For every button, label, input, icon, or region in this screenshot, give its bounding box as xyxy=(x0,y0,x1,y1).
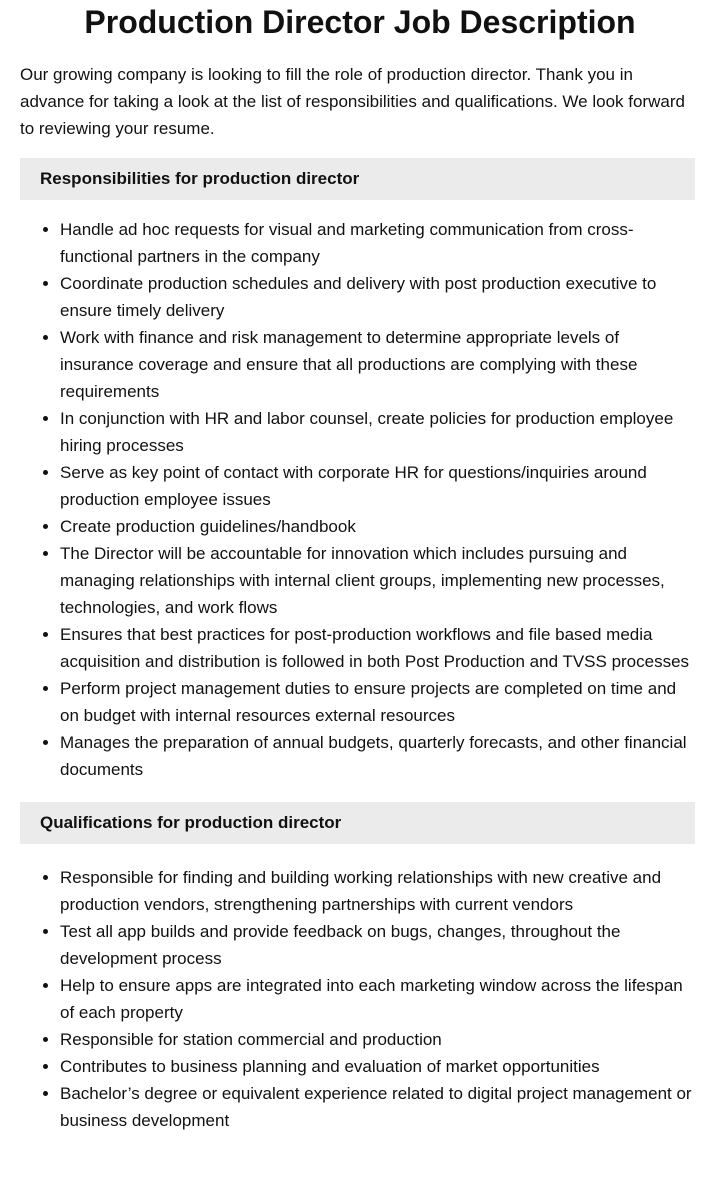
list-item: • Contributes to business planning and evaluation of market opportunities xyxy=(60,1053,695,1080)
responsibilities-list xyxy=(20,216,695,783)
list-item: • Ensures that best practices for post-production workflows and file based media acquisition and distribution is followed in both Post Production and TVSS processes xyxy=(60,621,695,675)
list-item: • In conjunction with HR and labor counsel, create policies for production employee hiring processes xyxy=(60,405,695,459)
list-item: • Coordinate production schedules and delivery with post production executive to ensure timely delivery xyxy=(60,270,695,324)
list-item: • Responsible for station commercial and production xyxy=(60,1026,695,1053)
list-item: • The Director will be accountable for innovation which includes pursuing and managing relationships with internal client groups, implementing new processes, technologies, and work flows xyxy=(60,540,695,621)
list-item: • Create production guidelines/handbook xyxy=(60,513,695,540)
list-item: • Test all app builds and provide feedback on bugs, changes, throughout the development process xyxy=(60,918,695,972)
page-title: Production Director Job Description xyxy=(84,4,636,40)
list-item: • Bachelor’s degree or equivalent experience related to digital project management or business development xyxy=(60,1080,695,1134)
list-item: • Perform project management duties to ensure projects are completed on time and on budget with internal resources external resources xyxy=(60,675,695,729)
responsibilities-heading: Responsibilities for production director xyxy=(20,158,695,200)
list-item: • Handle ad hoc requests for visual and marketing communication from cross-functional partners in the company xyxy=(60,216,695,270)
list-item: • Responsible for finding and building working relationships with new creative and production vendors, strengthening partnerships with current vendors xyxy=(60,864,695,918)
intro-paragraph: Our growing company is looking to fill the role of production director. Thank you in advance for taking a look at the list of responsibilities and qualifications. We look forward to reviewing your resume. xyxy=(20,65,685,138)
qualifications-heading: Qualifications for production director xyxy=(20,802,695,844)
list-item: • Work with finance and risk management to determine appropriate levels of insurance coverage and ensure that all productions are complying with these requirements xyxy=(60,324,695,405)
list-item: • Manages the preparation of annual budgets, quarterly forecasts, and other financial documents xyxy=(60,729,695,783)
qualifications-list xyxy=(20,864,695,1134)
list-item: • Serve as key point of contact with corporate HR for questions/inquiries around production employee issues xyxy=(60,459,695,513)
list-item: • Help to ensure apps are integrated into each marketing window across the lifespan of each property xyxy=(60,972,695,1026)
